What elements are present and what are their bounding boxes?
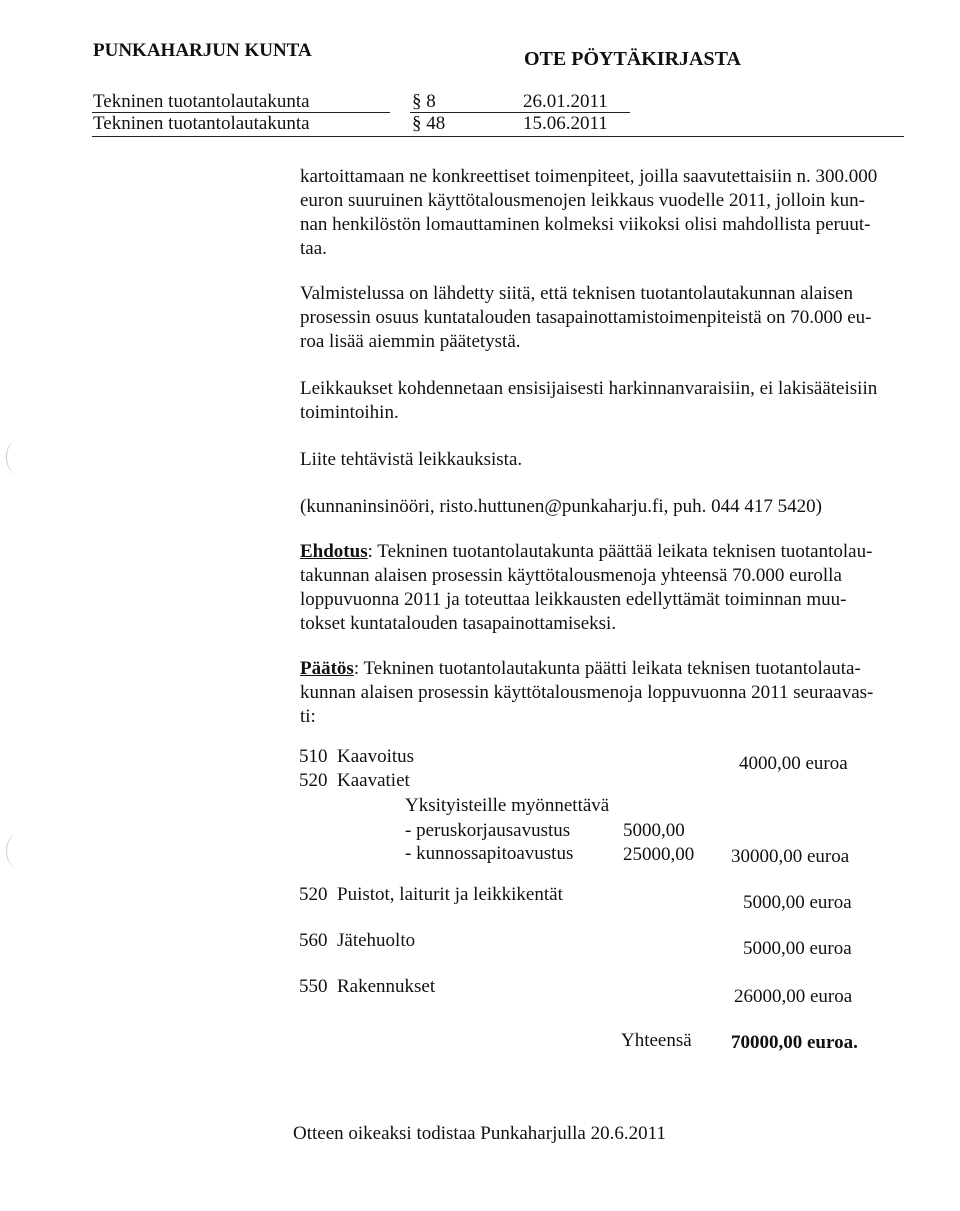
budget-amount: 5000,00 euroa [743,938,852,959]
proposal-label: Ehdotus [300,541,368,562]
text-line: prosessin osuus kuntatalouden tasapainottamistoimenpiteistä on 70.000 eu- [300,307,872,328]
text-line: loppuvuonna 2011 ja toteuttaa leikkausten edellyttämät toiminnan muu- [300,589,847,610]
municipality-name: PUNKAHARJUN KUNTA [93,40,312,61]
paragraph-intro [300,165,906,261]
paragraph-attachment [300,448,906,472]
text-line [300,657,906,681]
budget-subitem-amount: 25000,00 [623,844,695,865]
paragraph-decision [300,657,906,729]
document-type: OTE PÖYTÄKIRJASTA [524,48,741,70]
text-line: toimintoihin. [300,402,399,423]
paragraph-preparation [300,282,906,354]
total-amount: 70000,00 euroa. [731,1032,858,1053]
text-line: roa lisää aiemmin päätetystä. [300,331,521,352]
text-line: (kunnaninsinööri, risto.huttunen@punkaharju.fi, puh. 044 417 5420) [300,496,822,517]
budget-subitem-amount: 5000,00 [623,820,685,841]
reference-date-1: 26.01.2011 [523,91,608,112]
text-line: Liite tehtävistä leikkauksista. [300,449,523,470]
budget-code: 510 [299,746,328,767]
total-label: Yhteensä [621,1030,692,1051]
paragraph-proposal [300,540,906,636]
text-line: euron suuruinen käyttötalousmenojen leikkaus vuodelle 2011, jolloin kun- [300,190,865,211]
budget-name: Jätehuolto [337,930,416,951]
text-line: nan henkilöstön lomauttaminen kolmeksi viikoksi olisi mahdollista peruut- [300,214,871,235]
text-line [300,540,906,564]
budget-name: Kaavatiet [337,770,410,791]
reference-date-2: 15.06.2011 [523,113,608,134]
budget-name: Puistot, laiturit ja leikkikentät [337,884,563,905]
budget-subitem-name: - peruskorjausavustus [405,820,571,841]
proposal-text: : Tekninen tuotantolautakunta päättää leikata teknisen tuotantolau- [367,541,873,562]
budget-amount: 4000,00 euroa [739,753,848,774]
paragraph-contact [300,495,906,519]
punch-hole-mark [6,440,29,474]
text-line: tokset kuntatalouden tasapainottamiseksi. [300,613,617,634]
text-line: takunnan alaisen prosessin käyttötalousmenoja yhteensä 70.000 eurolla [300,565,842,586]
decision-label: Päätös [300,658,354,679]
budget-name: Kaavoitus [337,746,415,767]
text-line: kunnan alaisen prosessin käyttötalousmenoja loppuvuonna 2011 seuraavas- [300,682,874,703]
text-line: ti: [300,706,316,727]
budget-name: Rakennukset [337,976,436,997]
budget-amount: 5000,00 euroa [743,892,852,913]
text-line: Valmistelussa on lähdetty siitä, että teknisen tuotantolautakunnan alaisen [300,283,853,304]
budget-code: 520 [299,770,328,791]
divider-line [92,136,904,137]
paragraph-cuts [300,377,906,425]
decision-text: : Tekninen tuotantolautakunta päätti leikata teknisen tuotantolauta- [353,658,861,679]
budget-code: 520 [299,884,328,905]
text-line: kartoittamaan ne konkreettiset toimenpiteet, joilla saavutettaisiin n. 300.000 [300,166,878,187]
budget-code: 560 [299,930,328,951]
reference-section-2: § 48 [412,113,446,134]
certification-line: Otteen oikeaksi todistaa Punkaharjulla 20.6.2011 [293,1123,666,1144]
reference-committee-2: Tekninen tuotantolautakunta [93,113,310,134]
punch-hole-mark [6,834,29,868]
budget-subheading: Yksityisteille myönnettävä [405,795,610,816]
reference-section-1: § 8 [412,91,436,112]
budget-amount: 26000,00 euroa [734,986,853,1007]
budget-amount: 30000,00 euroa [731,846,850,867]
text-line: taa. [300,238,327,259]
reference-committee-1: Tekninen tuotantolautakunta [93,91,310,112]
text-line: Leikkaukset kohdennetaan ensisijaisesti harkinnanvaraisiin, ei lakisääteisiin [300,378,878,399]
budget-code: 550 [299,976,328,997]
budget-subitem-name: - kunnossapitoavustus [405,843,574,864]
